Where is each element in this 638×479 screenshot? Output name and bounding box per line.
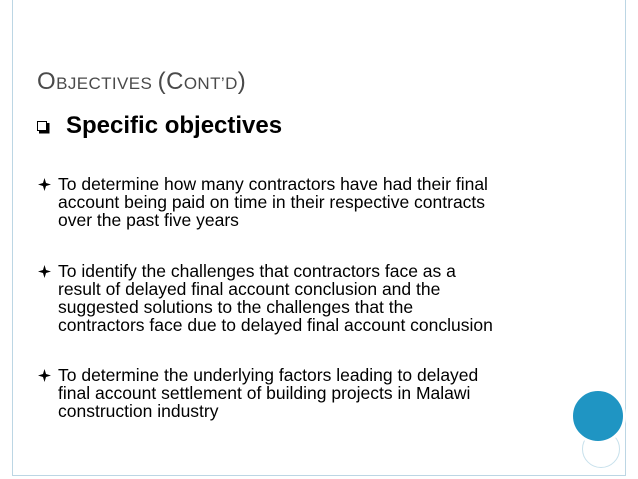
title-paren-open: ( [157,68,167,95]
subheading-text: Specific objectives [66,112,283,139]
decorative-circle [570,388,626,444]
bullet-line: contractors face due to delayed final account conclusion [58,315,493,335]
bullet-line: To determine how many contractors have had their final [58,174,488,194]
bullet-line: over the past five years [58,210,239,230]
bullet-text [58,175,578,229]
title-word-contd: ONT’D [183,74,238,93]
bullet-line: To determine the underlying factors leading to delayed [58,365,479,385]
title-initial-c: C [166,68,184,95]
bullet-line: To identify the challenges that contractors face as a [58,261,456,281]
square-bullet-icon [37,121,50,134]
diamond-bullet-icon [38,265,51,278]
diamond-bullet-icon [38,178,51,191]
bullet-text [58,366,578,420]
title-word-objectives: BJECTIVES [56,74,153,93]
bullet-line: construction industry [58,401,219,421]
title-initial-o: O [37,68,57,95]
bullet-line: suggested solutions to the challenges that the [58,297,414,317]
title-paren-close: ) [237,68,247,95]
bullet-line: result of delayed final account conclusion and the [58,279,441,299]
bullet-line: account being paid on time in their respective contracts [58,192,486,212]
slide-title [37,68,246,96]
bullet-line: final account settlement of building projects in Malawi [58,383,471,403]
bullet-text [58,262,578,334]
diamond-bullet-icon [38,369,51,382]
